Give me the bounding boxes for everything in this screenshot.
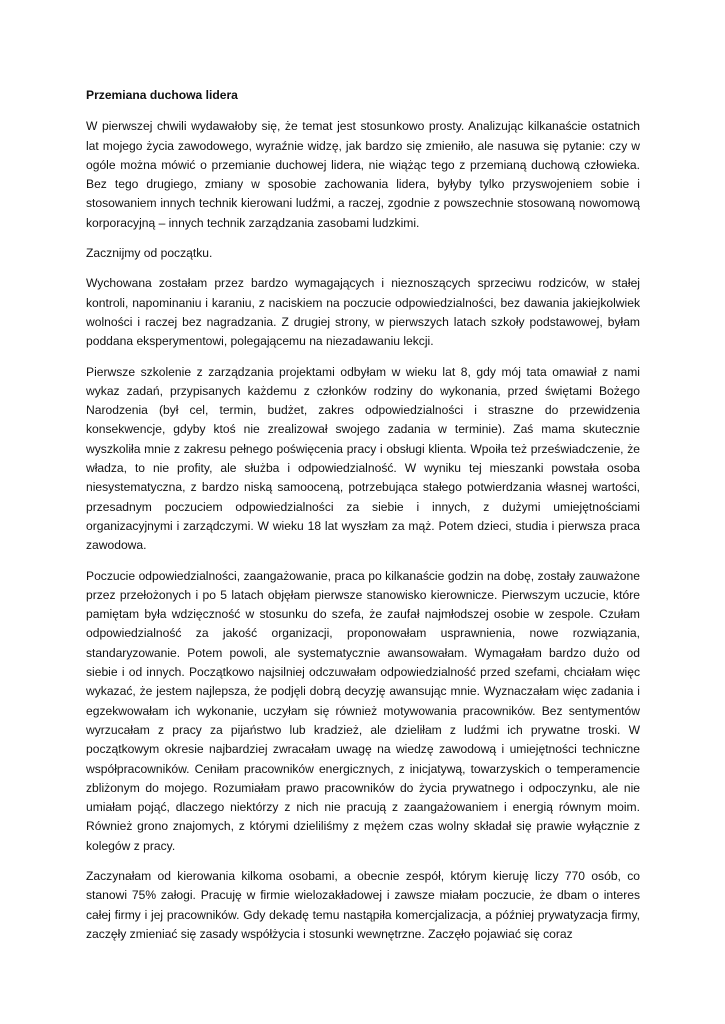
paragraph-first-training: Pierwsze szkolenie z zarządzania projektami odbyłam w wieku lat 8, gdy mój tata omawiał z nami wykaz zadań, przypisanych każdemu z członków rodziny do wykonania, przed świętami Bożego Narodzenia (był cel, termin, budżet, zakres odpowiedzialności i straszne do przewidzenia konsekwencje, gdyby ktoś nie zrealizował swojego zadania w terminie). Zaś mama skutecznie wyszkoliła mnie z zakresu pełnego poświęcenia pracy i obsługi klienta. Wpoiła też przeświadczenie, że władza, to nie profity, ale służba i odpowiedzialność. W wyniku tej mieszanki powstała osoba niesystematyczna, z bardzo niską samooceną, potrzebująca stałego potwierdzania własnej wartości, przesadnym poczuciem odpowiedzialności za siebie i innych, z dużymi umiejętnościami organizacyjnymi i zarządczymi. W wieku 18 lat wyszłam za mąż. Potem dzieci, studia i pierwsza praca zawodowa. bbox=[86, 364, 640, 553]
document-body bbox=[86, 86, 640, 955]
paragraph-upbringing: Wychowana zostałam przez bardzo wymagających i nieznoszących sprzeciwu rodziców, w stałej kontroli, napominaniu i karaniu, z naciskiem na poczucie odpowiedzialności, bez dawania jakiejkolwiek wolności i raczej bez nagradzania. Z drugiej strony, w pierwszych latach szkoły podstawowej, byłam poddana eksperymentowi, polegającemu na niezadawaniu lekcji. bbox=[86, 276, 640, 349]
paragraph-start: Zacznijmy od początku. bbox=[86, 246, 213, 261]
document-title: Przemiana duchowa lidera bbox=[86, 88, 238, 102]
paragraph-team: Zaczynałam od kierowania kilkoma osobami, a obecnie zespół, którym kieruję liczy 770 osób, co stanowi 75% załogi. Pracuję w firmie wielozakładowej i zawsze miałam poczucie, że dbam o interes całej firmy i jej pracowników. Gdy dekadę temu nastąpiła komercjalizacja, a później prywatyzacja firmy, zaczęły zmieniać się zasady współżycia i stosunki wewnętrzne. Zaczęło pojawiać się coraz bbox=[86, 868, 640, 941]
paragraph-intro: W pierwszej chwili wydawałoby się, że temat jest stosunkowo prosty. Analizując kilkanaście ostatnich lat mojego życia zawodowego, wyraźnie widzę, jak bardzo się zmieniło, ale nasuwa się pytanie: czy w ogóle można mówić o przemianie duchowej lidera, nie wiążąc tego z przemianą duchową człowieka. Bez tego drugiego, zmiany w sposobie zachowania lidera, byłyby tylko przyswojeniem sobie i stosowaniem innych technik kierowani ludźmi, a raczej, zgodnie z powszechnie stosowaną nowomową korporacyjną – innych technik zarządzania zasobami ludzkimi. bbox=[86, 119, 640, 230]
paragraph-career: Poczucie odpowiedzialności, zaangażowanie, praca po kilkanaście godzin na dobę, zostały zauważone przez przełożonych i po 5 latach objęłam pierwsze stanowisko kierownicze. Pierwszym uczucie, które pamiętam była wdzięczność w stosunku do szefa, że zaufał najmłodszej osobie w zespole. Czułam odpowiedzialność za jakość organizacji, proponowałam usprawnienia, nowe rozwiązania, standaryzowanie. Potem powoli, ale systematycznie awansowałam. Wymagałam bardzo dużo od siebie i od innych. Początkowo najsilniej odczuwałam odpowiedzialność przed szefami, chciałam więc wykazać, że jestem najlepsza, że podjęli dobrą decyzję awansując mnie. Wyznaczałam więc zadania i egzekwowałam ich wykonanie, uczyłam się również motywowania pracowników. Bez sentymentów wyrzucałam z pracy za pijaństwo lub kradzież, ale dzieliłam z ludźmi ich prywatne troski. W początkowym okresie najbardziej zwracałam uwagę na wiedzę zawodową i umiejętności techniczne współpracowników. Ceniłam pracowników energicznych, z inicjatywą, towarzyskich o temperamencie zbliżonym do mojego. Rozumiałam prawo pracowników do życia prywatnego i odpoczynku, ale nie umiałam pojąć, dlaczego niektórzy z nich nie pracują z zaangażowaniem i energią równym moim. Również grono znajomych, z którymi dzieliliśmy z mężem czas wolny składał się prawie wyłącznie z kolegów z pracy. bbox=[86, 568, 640, 853]
